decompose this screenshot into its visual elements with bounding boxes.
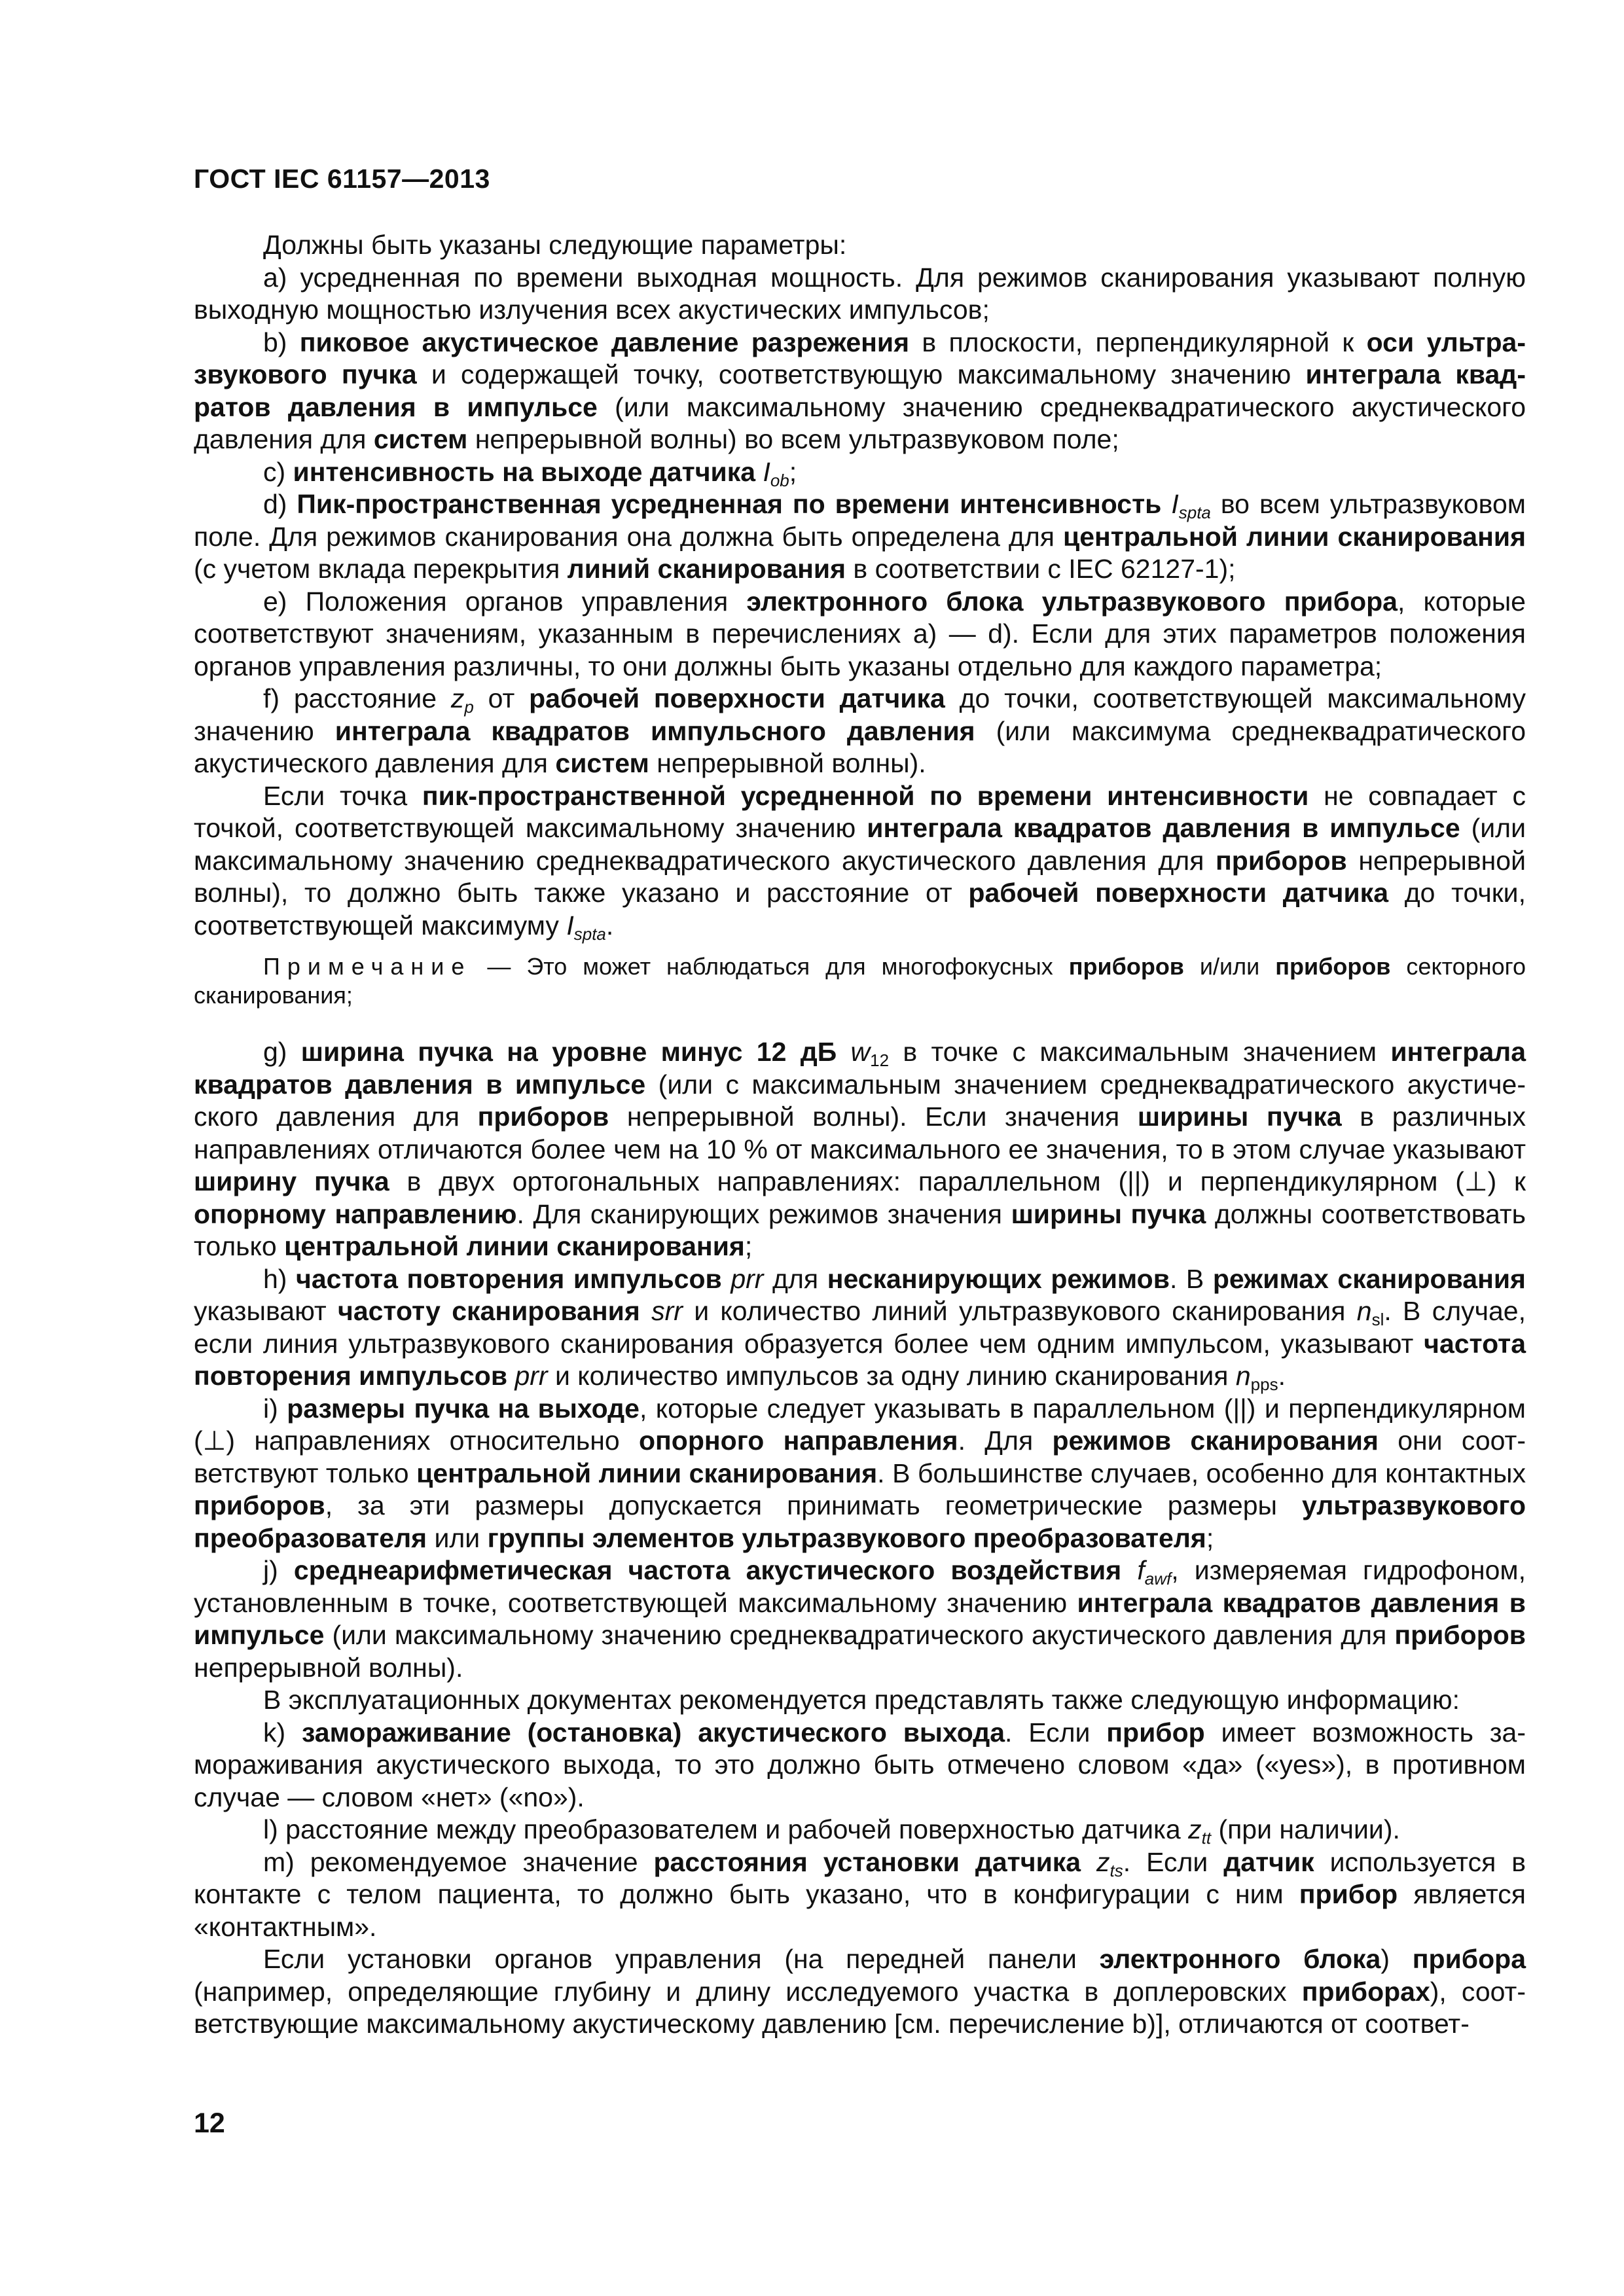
list-item-i: i) размеры пучка на выходе, которые следует указывать в параллельном (||) и перпендикулярном (⊥) направлениях относительно опорного направления. Для режимов сканирования они соответствуют только центральной линии сканирования. В большинстве случаев, особенно для контактных приборов, за эти размеры допускается принимать геометрические размеры ультразвукового преобразователя или группы элементов ультразвукового преобразователя; [194, 1393, 1526, 1553]
list-item-d: d) Пик-пространственная усредненная по времени интенсивность $I_{spta}$ во всем ультразвуковом поле. Для режимов сканирования она должна быть определена для центральной линии сканирования (с учетом вклада перекрытия линий сканирования в соответствии с IEC 62127-1); [194, 489, 1526, 584]
standard-header: ГОСТ IEC 61157—2013 [194, 164, 490, 194]
paragraph-if-point: Если точка пик-пространственной усредненной по времени интенсивности не совпадает с точкой, соответствующей максимальному значению интеграла квадратов давления в импульсе (или максимальному значению среднеквадратического акустического давления для приборов непрерывной волны), то должно быть также указано и расстояние от рабочей поверхности датчика до точки, соответствующей максимуму $I_{spta}$. [194, 780, 1526, 944]
list-item-e: е) Положения органов управления электронного блока ультразвукового прибора, которые соответствуют значениям, указанным в перечислениях а) — d). Если для этих параметров положения органов управления различны, то они должны быть указаны отдельно для каждого параметра; [194, 586, 1526, 681]
list-item-a: а) усредненная по времени выходная мощность. Для режимов сканирования указывают полную выходную мощностью излучения всех акустических импульсов; [194, 262, 1526, 325]
list-item-k: k) замораживание (остановка) акустического выхода. Если прибор имеет возможность замораживания акустического выхода, то это должно быть отмечено словом «да» («yes»), в противном случае — словом «нет» («no»). [194, 1717, 1526, 1812]
list-item-h: h) частота повторения импульсов prr для несканирующих режимов. В режимах сканирования указывают частоту сканирования srr и количество линий ультразвукового сканирования $n_{sl}$. В случае, если линия ультразвукового сканирования образуется более чем одним импульсом, указывают частота повторения импульсов prr и количество импульсов за одну линию сканирования $n_{pps}$. [194, 1263, 1526, 1394]
page-number: 12 [194, 2108, 225, 2139]
intro-paragraph: Должны быть указаны следующие параметры: [263, 230, 847, 260]
paragraph-control-settings: Если установки органов управления (на передней панели электронного блока) прибора (например, определяющие глубину и длину исследуемого участка в доплеровских приборах), соответствующие максимальному акустическому давлению [см. перечисление b)], отличаются от соответ- [194, 1944, 1526, 2039]
list-item-c: с) интенсивность на выходе датчика $I_{ob}$; [263, 456, 797, 490]
list-item-m: m) рекомендуемое значение расстояния установки датчика $z_{ts}$. Если датчик используется в контакте с телом пациента, то должно быть указано, что в конфигурации с ним прибор является «контактным». [194, 1846, 1526, 1942]
list-item-l: l) расстояние между преобразователем и рабочей поверхностью датчика $z_{tt}$ (при наличии). [263, 1814, 1400, 1848]
list-item-j: j) среднеарифметическая частота акустического воздействия $f_{awf}$, измеряемая гидрофоном, установленным в точке, соответствующей максимальному значению интеграла квадратов давления в импульсе (или максимальному значению среднеквадратического акустического давления для приборов непрерывной волны). [194, 1555, 1526, 1683]
paragraph-operational-docs: В эксплуатационных документах рекомендуется представлять также следующую информацию: [263, 1685, 1460, 1715]
list-item-f: f) расстояние $z_p$ от рабочей поверхности датчика до точки, соответствующей максимальному значению интеграла квадратов импульсного давления (или максимума среднеквадратического акустического давления для систем непрерывной волны). [194, 683, 1526, 778]
list-item-b: b) пиковое акустическое давление разрежения в плоскости, перпендикулярной к оси ультразвукового пучка и содержащей точку, соответствующую максимальному значению интеграла квадратов давления в импульсе (или максимальному значению среднеквадратического акустического давления для систем непрерывной волны) во всем ультразвуковом поле; [194, 327, 1526, 454]
document-body [194, 229, 1526, 2041]
list-item-g: g) ширина пучка на уровне минус 12 дБ $w_{12}$ в точке с максимальным значением интеграла квадратов давления в импульсе (или с максимальным значением среднеквадратического акустического давления для приборов непрерывной волны). Если значения ширины пучка в различных направлениях отличаются более чем на 10 % от максимального ее значения, то в этом случае указывают ширину пучка в двух ортогональных направлениях: параллельном (||) и перпендикулярном (⊥) к опорному направлению. Для сканирующих режимов значения ширины пучка должны соответствовать только центральной линии сканирования; [194, 1037, 1526, 1261]
note-paragraph: Примечание — Это может наблюдаться для многофокусных приборов и/или приборов секторного сканирования; [194, 953, 1526, 1009]
